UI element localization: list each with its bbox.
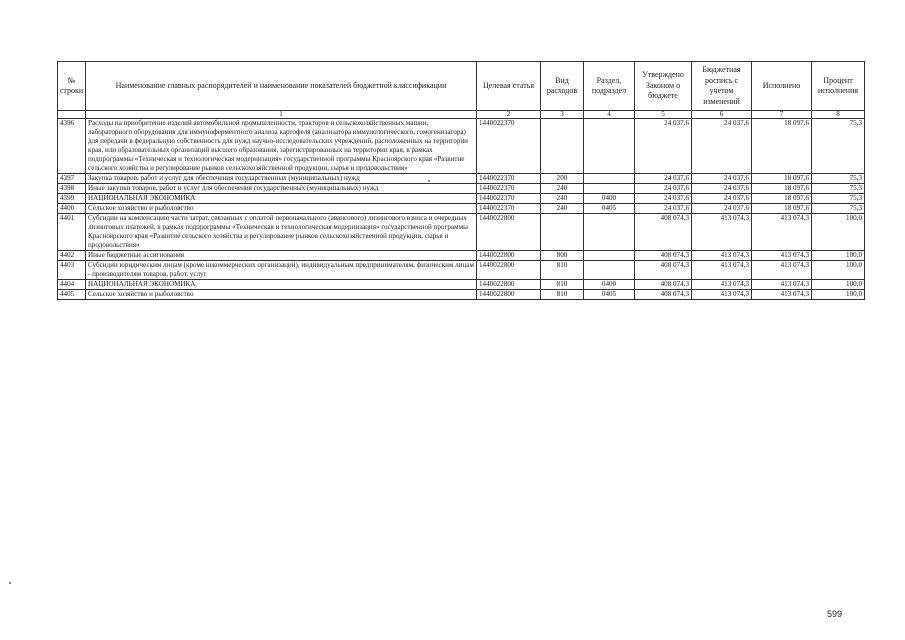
row-percent: 100,0 (812, 280, 865, 290)
header-row (58, 62, 865, 111)
row-number: 4404 (58, 280, 86, 290)
row-executed: 413 074,3 (752, 214, 812, 251)
header-name: Наименование главных распорядителей и наименование показателей бюджетной классификации (86, 62, 477, 111)
row-executed: 413 074,3 (752, 251, 812, 261)
row-name: Сельское хозяйство и рыболовство (86, 290, 477, 300)
table-row (58, 119, 865, 174)
row-budget-list: 24 037,6 (692, 119, 752, 174)
column-number-row (58, 111, 865, 119)
row-approved: 24 037,6 (635, 204, 692, 214)
row-number: 4398 (58, 184, 86, 194)
row-percent: 100,0 (812, 290, 865, 300)
row-name: НАЦИОНАЛЬНАЯ ЭКОНОМИКА (86, 280, 477, 290)
header-budget-list: Бюджетная роспись с учетом изменений (692, 62, 752, 111)
row-percent: 75,3 (812, 119, 865, 174)
row-number: 4403 (58, 261, 86, 280)
scan-speck (9, 582, 11, 584)
row-target-article: 1440022370 (477, 204, 541, 214)
row-approved: 408 074,3 (635, 251, 692, 261)
row-section (584, 251, 635, 261)
table-row (58, 204, 865, 214)
row-number: 4401 (58, 214, 86, 251)
row-expense-type: 810 (541, 261, 584, 280)
row-name: Иные бюджетные ассигнования (86, 251, 477, 261)
row-percent: 100,0 (812, 214, 865, 251)
row-target-article: 1440022370 (477, 194, 541, 204)
row-section (584, 174, 635, 184)
row-approved: 24 037,6 (635, 194, 692, 204)
row-target-article: 1440022370 (477, 184, 541, 194)
table-row (58, 280, 865, 290)
header-section: Раздел, подраздел (584, 62, 635, 111)
row-name: Субсидии на компенсацию части затрат, связанных с оплатой первоначального (авансового) лизингового взноса и очередных лизинговых платежей, в рамках подпрограммы «Техническая и технологическая модернизация» государственной программы Красноярского края «Развитие сельского хозяйства и регулирование рынков сельскохозяйственной продукции, сырья и продовольствия» (86, 214, 477, 251)
row-section (584, 261, 635, 280)
row-budget-list: 24 037,6 (692, 204, 752, 214)
row-executed: 413 074,3 (752, 290, 812, 300)
row-number: 4400 (58, 204, 86, 214)
row-expense-type: 240 (541, 194, 584, 204)
column-number: 1 (86, 111, 477, 119)
row-approved: 408 074,3 (635, 214, 692, 251)
row-name: Закупка товаров, работ и услуг для обеспечения государственных (муниципальных) нужд (86, 174, 477, 184)
row-budget-list: 413 074,3 (692, 290, 752, 300)
row-expense-type: 240 (541, 184, 584, 194)
row-section (584, 214, 635, 251)
column-number: 4 (584, 111, 635, 119)
row-approved: 408 074,3 (635, 280, 692, 290)
table-row (58, 251, 865, 261)
row-budget-list: 24 037,6 (692, 194, 752, 204)
header-approved: Утверждено Законом о бюджете (635, 62, 692, 111)
table-row (58, 261, 865, 280)
column-number: 5 (635, 111, 692, 119)
header-percent: Процент исполнения (812, 62, 865, 111)
row-percent: 75,3 (812, 204, 865, 214)
row-budget-list: 413 074,3 (692, 280, 752, 290)
row-expense-type: 810 (541, 290, 584, 300)
table-row (58, 174, 865, 184)
row-target-article: 1440022370 (477, 119, 541, 174)
row-target-article: 1440022800 (477, 280, 541, 290)
row-expense-type: 810 (541, 280, 584, 290)
row-name: НАЦИОНАЛЬНАЯ ЭКОНОМИКА (86, 194, 477, 204)
row-name: Сельское хозяйство и рыболовство (86, 204, 477, 214)
table-row (58, 214, 865, 251)
row-section (584, 119, 635, 174)
row-name: Расходы на приобретение изделий автомобильной промышленности, тракторов и сельскохозяйственных машин, лабораторного оборудования для иммуноферментного анализа картофеля (анализатора иммунологического, гомогенизатора) для передачи в федеральную собственность для нужд научно-исследовательских учреждений, расположенных на территории края, или образовательных организаций высшего образования, зарегистрированных на территории края, в рамках подпрограммы «Техническая и технологическая модернизация» государственной программы Красноярского края «Развитие сельского хозяйства и регулирование рынков сельскохозяйственной продукции, сырья и продовольствия» (86, 119, 477, 174)
table-body (58, 119, 865, 300)
row-executed: 18 097,6 (752, 119, 812, 174)
header-target-article: Целевая статья (477, 62, 541, 111)
row-expense-type (541, 214, 584, 251)
column-number: 8 (812, 111, 865, 119)
row-target-article: 1440022800 (477, 290, 541, 300)
row-target-article: 1440022370 (477, 174, 541, 184)
row-target-article: 1440022800 (477, 261, 541, 280)
row-executed: 18 097,6 (752, 184, 812, 194)
row-budget-list: 413 074,3 (692, 261, 752, 280)
row-approved: 24 037,6 (635, 119, 692, 174)
page-number: 599 (827, 609, 843, 619)
column-number: 6 (692, 111, 752, 119)
row-target-article: 1440022800 (477, 214, 541, 251)
row-number: 4397 (58, 174, 86, 184)
row-budget-list: 413 074,3 (692, 251, 752, 261)
row-name: Субсидии юридическим лицам (кроме некоммерческих организаций), индивидуальным предпринимателям, физическим лицам - производителям товаров, работ, услуг (86, 261, 477, 280)
row-executed: 18 097,6 (752, 194, 812, 204)
row-approved: 24 037,6 (635, 184, 692, 194)
row-percent: 75,3 (812, 184, 865, 194)
header-expense-type: Вид расходов (541, 62, 584, 111)
header-row-no: № строки (58, 62, 86, 111)
row-approved: 408 074,3 (635, 290, 692, 300)
row-budget-list: 24 037,6 (692, 174, 752, 184)
scan-speck (428, 180, 430, 182)
row-budget-list: 413 074,3 (692, 214, 752, 251)
row-approved: 408 074,3 (635, 261, 692, 280)
row-percent: 75,3 (812, 174, 865, 184)
row-expense-type: 800 (541, 251, 584, 261)
row-budget-list: 24 037,6 (692, 184, 752, 194)
row-name: Иные закупки товаров, работ и услуг для обеспечения государственных (муниципальных) нужд (86, 184, 477, 194)
row-target-article: 1440022800 (477, 251, 541, 261)
table-row (58, 290, 865, 300)
row-section: 0400 (584, 194, 635, 204)
row-section: 0400 (584, 280, 635, 290)
row-percent: 75,3 (812, 194, 865, 204)
row-expense-type: 200 (541, 174, 584, 184)
row-expense-type (541, 119, 584, 174)
row-number: 4402 (58, 251, 86, 261)
row-executed: 18 097,6 (752, 174, 812, 184)
table-row (58, 194, 865, 204)
column-number: 7 (752, 111, 812, 119)
row-executed: 18 097,6 (752, 204, 812, 214)
row-executed: 413 074,3 (752, 280, 812, 290)
row-section: 0405 (584, 290, 635, 300)
table-row (58, 184, 865, 194)
row-executed: 413 074,3 (752, 261, 812, 280)
row-expense-type: 240 (541, 204, 584, 214)
column-number (58, 111, 86, 119)
row-approved: 24 037,6 (635, 174, 692, 184)
column-number: 2 (477, 111, 541, 119)
row-percent: 100,0 (812, 261, 865, 280)
row-percent: 100,0 (812, 251, 865, 261)
row-number: 4399 (58, 194, 86, 204)
row-section: 0405 (584, 204, 635, 214)
column-number: 3 (541, 111, 584, 119)
row-section (584, 184, 635, 194)
budget-table (57, 61, 865, 300)
row-number: 4405 (58, 290, 86, 300)
row-number: 4396 (58, 119, 86, 174)
header-executed: Исполнено (752, 62, 812, 111)
